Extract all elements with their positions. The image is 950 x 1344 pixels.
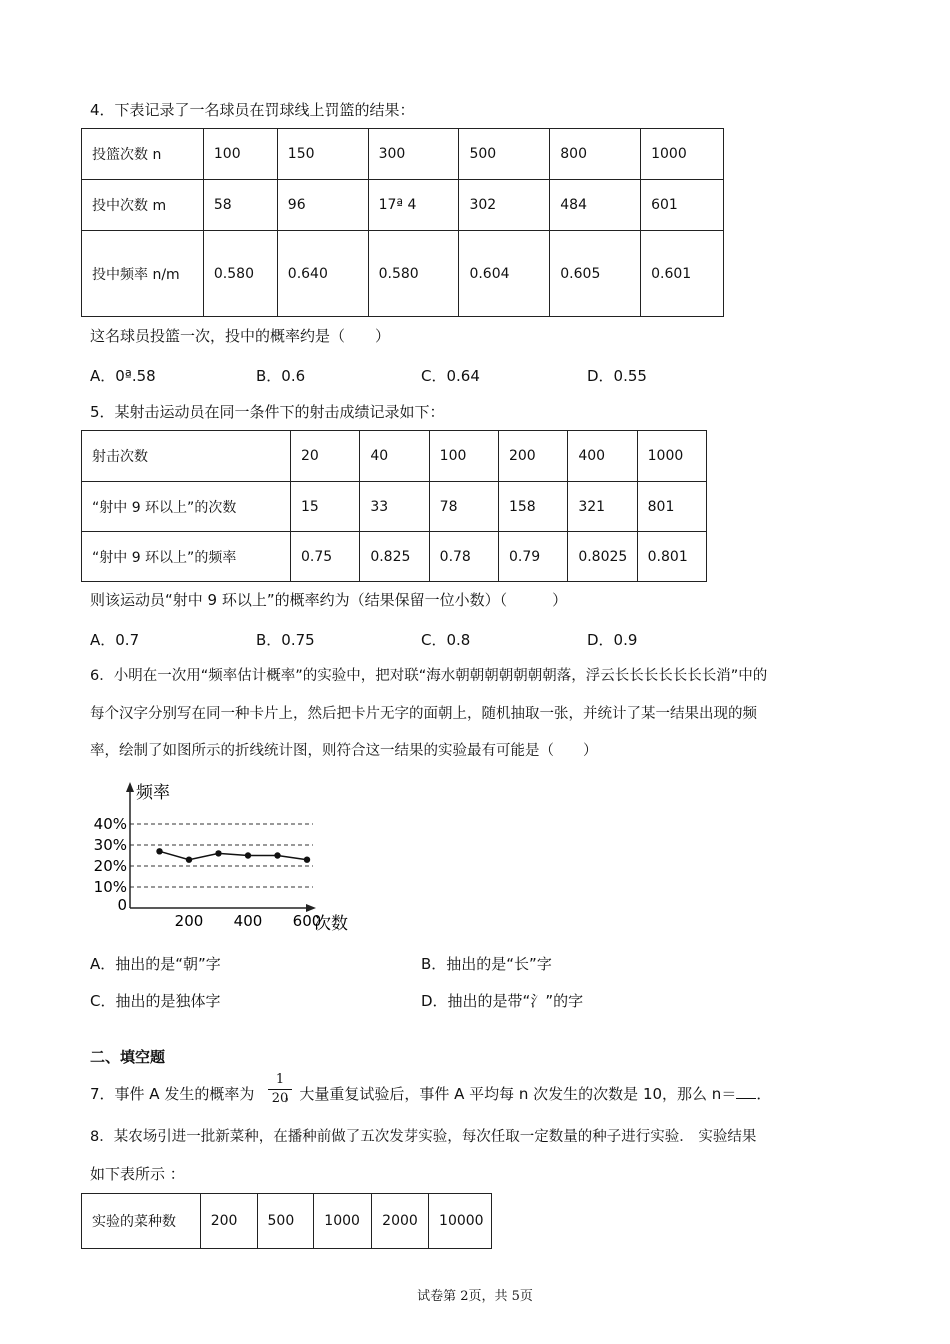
q4-cell: 1000 (641, 129, 724, 180)
section-title: 二、填空题 (90, 1048, 166, 1066)
q5-option-d[interactable]: D．0.9 (587, 631, 638, 649)
x-axis-label: 次数 (314, 914, 348, 934)
q8-cell: 实验的菜种数 (82, 1194, 201, 1249)
q4-question: 这名球员投篮一次，投中的概率约是（ ） (90, 327, 391, 345)
data-point (245, 852, 251, 858)
series-line (160, 851, 308, 859)
q4-cell: 投篮次数 n (82, 129, 204, 180)
q4-cell: 484 (550, 180, 641, 231)
q7-text (90, 1084, 771, 1104)
q8-cell: 200 (200, 1194, 257, 1249)
q8-cell: 1000 (314, 1194, 372, 1249)
y-tick-label: 20% (93, 857, 127, 875)
q4-cell: 300 (368, 129, 459, 180)
q5-cell: 0.78 (429, 532, 498, 582)
q7-end: ． (756, 1085, 772, 1103)
q8-cell: 10000 (429, 1194, 492, 1249)
q8-cell: 2000 (372, 1194, 429, 1249)
q5-cell: 0.801 (637, 532, 706, 582)
y-axis-arrow-icon (126, 782, 134, 792)
q5-option-c[interactable]: C．0.8 (421, 631, 471, 649)
q4-cell: 302 (459, 180, 550, 231)
q4-cell: 150 (277, 129, 368, 180)
q6-option-b[interactable]: B．抽出的是“长”字 (421, 955, 552, 973)
q5-cell: 78 (429, 482, 498, 532)
x-tick-label: 600 (292, 912, 322, 930)
q8-line-1: 8．某农场引进一批新菜种，在播种前做了五次发芽实验，每次任取一定数量的种子进行实验． 实验结果 (90, 1129, 757, 1145)
q7-after: ，大量重复试验后，事件 A 平均每 n 次发生的次数是 10，那么 n＝ (284, 1085, 737, 1103)
q4-cell: 投中次数 m (82, 180, 204, 231)
q4-cell: 96 (277, 180, 368, 231)
q5-stem: 5．某射击运动员在同一条件下的射击成绩记录如下： (90, 403, 445, 421)
q5-option-a[interactable]: A．0.7 (90, 631, 140, 649)
x-tick-label: 200 (174, 912, 204, 930)
q4-table (81, 128, 724, 317)
q5-option-b[interactable]: B．0.75 (256, 631, 315, 649)
q5-question: 则该运动员“射中 9 环以上”的概率约为（结果保留一位小数）（ ） (90, 591, 568, 609)
q7-frac-bar (268, 1089, 292, 1090)
frequency-line-chart (90, 778, 360, 938)
q4-cell: 100 (203, 129, 277, 180)
data-point (304, 857, 310, 863)
q4-cell: 58 (203, 180, 277, 231)
q8-cell: 500 (257, 1194, 314, 1249)
q5-cell: “射中 9 环以上”的频率 (82, 532, 291, 582)
q5-cell: 0.825 (360, 532, 429, 582)
q8-table (81, 1193, 492, 1249)
q5-table (81, 430, 707, 582)
q4-cell: 0.580 (368, 231, 459, 317)
data-point (156, 848, 162, 854)
q5-cell: 801 (637, 482, 706, 532)
q5-cell: 0.75 (291, 532, 360, 582)
q8-line-2: 如下表所示 ： (90, 1165, 185, 1183)
q5-cell: “射中 9 环以上”的次数 (82, 482, 291, 532)
q6-option-d[interactable]: D．抽出的是带“氵”的字 (421, 992, 584, 1010)
q4-cell: 500 (459, 129, 550, 180)
q7-answer-blank[interactable] (736, 1098, 756, 1099)
q4-cell: 0.604 (459, 231, 550, 317)
q4-cell: 601 (641, 180, 724, 231)
q4-cell: 0.601 (641, 231, 724, 317)
data-point (215, 850, 221, 856)
y-tick-label: 40% (93, 815, 127, 833)
q5-cell: 200 (498, 431, 567, 482)
q5-cell: 400 (568, 431, 637, 482)
q7-fraction (268, 1072, 292, 1107)
q5-cell: 0.79 (498, 532, 567, 582)
q7-frac-den: 20 (271, 1091, 289, 1106)
q5-cell: 33 (360, 482, 429, 532)
q7-before: 7．事件 A 发生的概率为 (90, 1085, 255, 1103)
y-axis-label: 频率 (136, 783, 170, 803)
y-tick-label: 0 (117, 896, 127, 914)
q4-option-c[interactable]: C．0.64 (421, 367, 480, 385)
x-axis-arrow-icon (306, 904, 316, 912)
x-tick-label: 400 (233, 912, 263, 930)
q6-line-3: 率，绘制了如图所示的折线统计图，则符合这一结果的实验最有可能是（ ） (90, 743, 598, 759)
data-point (274, 852, 280, 858)
q5-cell: 1000 (637, 431, 706, 482)
q5-cell: 15 (291, 482, 360, 532)
data-point (186, 857, 192, 863)
q5-cell: 321 (568, 482, 637, 532)
q5-cell: 40 (360, 431, 429, 482)
q4-cell: 0.580 (203, 231, 277, 317)
q5-cell: 158 (498, 482, 567, 532)
q6-option-c[interactable]: C．抽出的是独体字 (90, 992, 221, 1010)
q4-option-b[interactable]: B．0.6 (256, 367, 306, 385)
y-tick-label: 30% (93, 836, 127, 854)
q4-cell: 17ª 4 (368, 180, 459, 231)
q4-option-a[interactable]: A．0ª.58 (90, 367, 156, 385)
q4-cell: 0.640 (277, 231, 368, 317)
q5-cell: 20 (291, 431, 360, 482)
q6-line-2: 每个汉字分别写在同一种卡片上，然后把卡片无字的面朝上，随机抽取一张，并统计了某一结果出现的频 (90, 706, 757, 722)
page-footer: 试卷第 2页，共 5页 (417, 1289, 533, 1304)
q4-cell: 800 (550, 129, 641, 180)
q5-cell: 100 (429, 431, 498, 482)
q4-option-d[interactable]: D．0.55 (587, 367, 647, 385)
q6-option-a[interactable]: A．抽出的是“朝”字 (90, 955, 221, 973)
q5-cell: 0.8025 (568, 532, 637, 582)
q4-cell: 0.605 (550, 231, 641, 317)
q5-cell: 射击次数 (82, 431, 291, 482)
y-tick-label: 10% (93, 878, 127, 896)
q4-cell: 投中频率 n/m (82, 231, 204, 317)
q4-stem: 4．下表记录了一名球员在罚球线上罚篮的结果： (90, 101, 415, 119)
q6-line-1: 6．小明在一次用“频率估计概率”的实验中，把对联“海水朝朝朝朝朝朝朝落，浮云长长长长长长长消”中的 (90, 668, 768, 684)
q7-frac-num: 1 (275, 1072, 285, 1087)
